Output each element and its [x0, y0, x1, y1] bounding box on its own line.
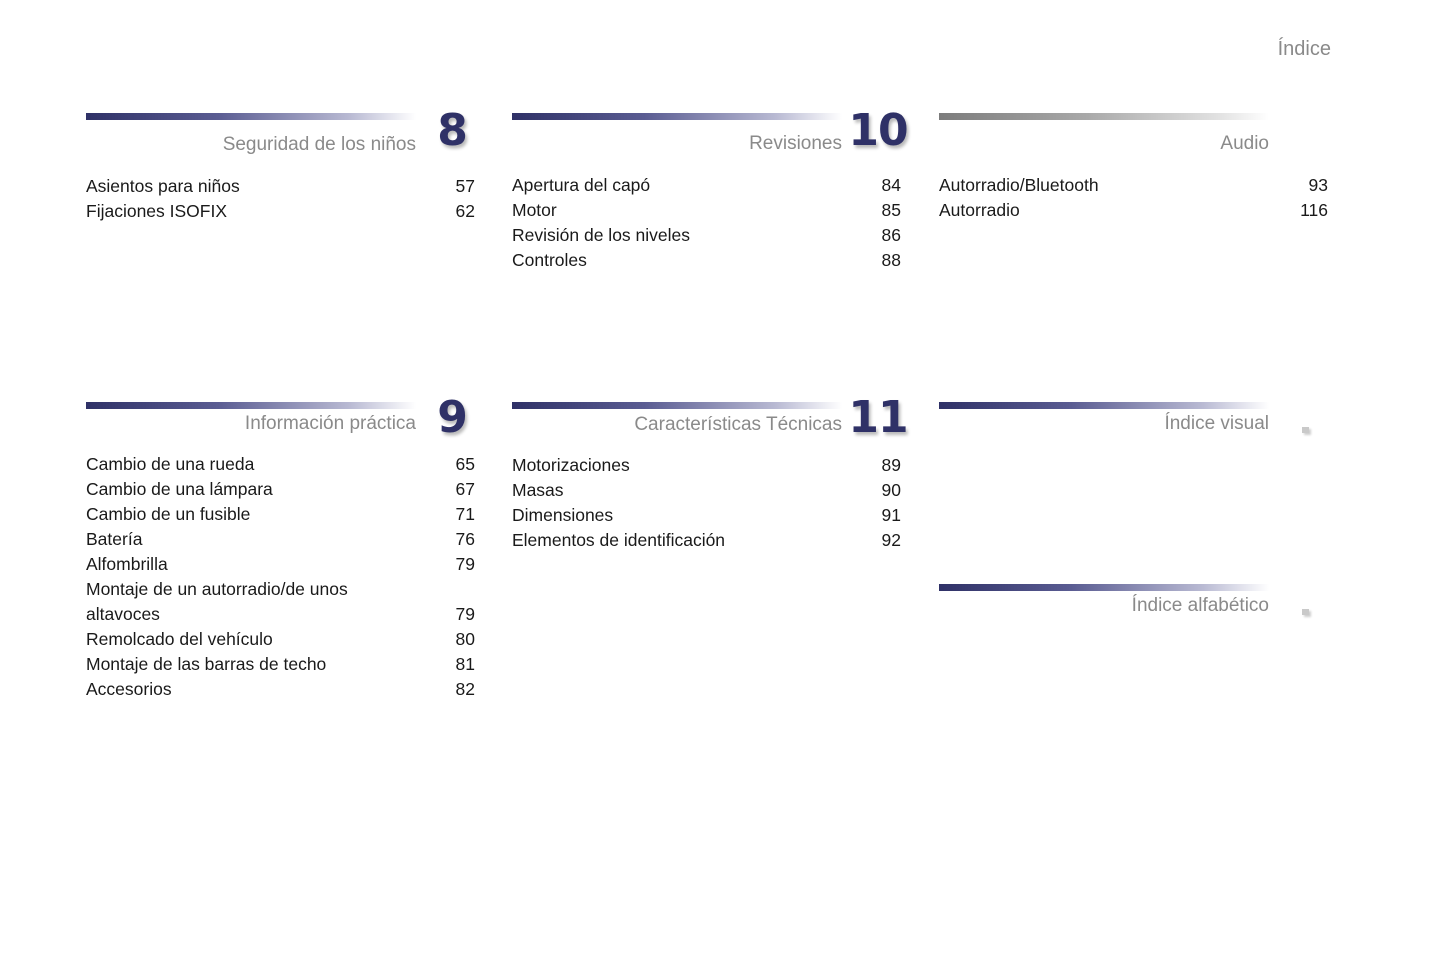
index-entry[interactable]	[86, 552, 475, 577]
entry-page-number: 82	[455, 679, 475, 699]
index-entry[interactable]	[86, 527, 475, 552]
section-title[interactable]: Información práctica	[244, 413, 416, 434]
index-entry[interactable]	[512, 453, 901, 478]
entry-page-number: 79	[455, 604, 475, 624]
entry-page-number: 90	[881, 480, 901, 500]
index-entry[interactable]	[939, 198, 1328, 223]
section-title[interactable]: Índice visual	[1164, 413, 1269, 434]
entry-label: Cambio de una rueda	[86, 454, 255, 474]
chapter-number: 11	[848, 392, 908, 443]
entry-page-number: 116	[1300, 200, 1328, 220]
square-marker-icon	[1302, 427, 1309, 433]
entry-label: Motorizaciones	[512, 455, 630, 475]
index-entry[interactable]	[512, 478, 901, 503]
index-entry[interactable]	[86, 502, 475, 527]
section-title[interactable]: Características Técnicas	[634, 414, 842, 435]
entry-list	[86, 174, 475, 224]
entry-label: Cambio de una lámpara	[86, 479, 273, 499]
index-entry[interactable]	[86, 174, 475, 199]
index-entry[interactable]	[86, 577, 475, 627]
chapter-number: 9	[437, 392, 467, 443]
section-bar	[939, 402, 1269, 409]
entry-page-number: 91	[881, 505, 901, 525]
entry-label: Fijaciones ISOFIX	[86, 201, 228, 221]
entry-page-number: 84	[881, 175, 901, 195]
chapter-number: 8	[437, 105, 467, 156]
entry-label: Autorradio	[939, 200, 1020, 220]
index-entry[interactable]	[512, 198, 901, 223]
section-bar	[86, 113, 416, 120]
entry-label: Alfombrilla	[86, 554, 168, 574]
index-entry[interactable]	[86, 677, 475, 702]
index-entry[interactable]	[86, 477, 475, 502]
entry-label: Apertura del capó	[512, 175, 651, 195]
entry-label: Montaje de un autorradio/de unos altavoces	[86, 579, 348, 624]
entry-label: Elementos de identificación	[512, 530, 726, 550]
entry-label: Accesorios	[86, 679, 172, 699]
entry-label: Autorradio/Bluetooth	[939, 175, 1099, 195]
index-entry[interactable]	[86, 199, 475, 224]
entry-page-number: 88	[881, 250, 901, 270]
entry-page-number: 57	[455, 176, 475, 196]
entry-page-number: 92	[881, 530, 901, 550]
index-entry[interactable]	[86, 627, 475, 652]
entry-label: Asientos para niños	[86, 176, 240, 196]
entry-label: Montaje de las barras de techo	[86, 654, 327, 674]
entry-label: Revisión de los niveles	[512, 225, 691, 245]
entry-list	[86, 452, 475, 702]
entry-label: Batería	[86, 529, 143, 549]
entry-page-number: 86	[881, 225, 901, 245]
chapter-number: 10	[848, 105, 908, 156]
entry-page-number: 65	[455, 454, 475, 474]
page-header-title: Índice	[1277, 38, 1331, 60]
entry-label: Remolcado del vehículo	[86, 629, 273, 649]
section-title[interactable]: Índice alfabético	[1131, 595, 1269, 616]
section-bar	[939, 584, 1269, 591]
index-entry[interactable]	[86, 452, 475, 477]
section-title[interactable]: Audio	[1220, 133, 1269, 154]
entry-page-number: 81	[455, 654, 475, 674]
index-entry[interactable]	[512, 223, 901, 248]
index-entry[interactable]	[86, 652, 475, 677]
index-entry[interactable]	[512, 173, 901, 198]
square-marker-icon	[1302, 609, 1309, 615]
entry-label: Cambio de un fusible	[86, 504, 251, 524]
entry-page-number: 80	[455, 629, 475, 649]
entry-page-number: 93	[1308, 175, 1328, 195]
entry-list	[939, 173, 1328, 223]
entry-page-number: 67	[455, 479, 475, 499]
entry-page-number: 62	[455, 201, 475, 221]
section-title[interactable]: Seguridad de los niños	[222, 134, 416, 155]
entry-label: Motor	[512, 200, 557, 220]
entry-page-number: 89	[881, 455, 901, 475]
section-bar	[86, 402, 416, 409]
entry-page-number: 85	[881, 200, 901, 220]
entry-page-number: 71	[455, 504, 475, 524]
entry-list	[512, 173, 901, 273]
entry-label: Masas	[512, 480, 564, 500]
section-title[interactable]: Revisiones	[749, 133, 842, 154]
entry-label: Dimensiones	[512, 505, 614, 525]
index-entry[interactable]	[939, 173, 1328, 198]
section-bar	[512, 113, 842, 120]
index-entry[interactable]	[512, 503, 901, 528]
section-bar	[512, 402, 842, 409]
entry-label: Controles	[512, 250, 587, 270]
index-entry[interactable]	[512, 528, 901, 553]
entry-page-number: 76	[455, 529, 475, 549]
index-entry[interactable]	[512, 248, 901, 273]
entry-list	[512, 453, 901, 553]
section-bar	[939, 113, 1269, 120]
entry-page-number: 79	[455, 554, 475, 574]
